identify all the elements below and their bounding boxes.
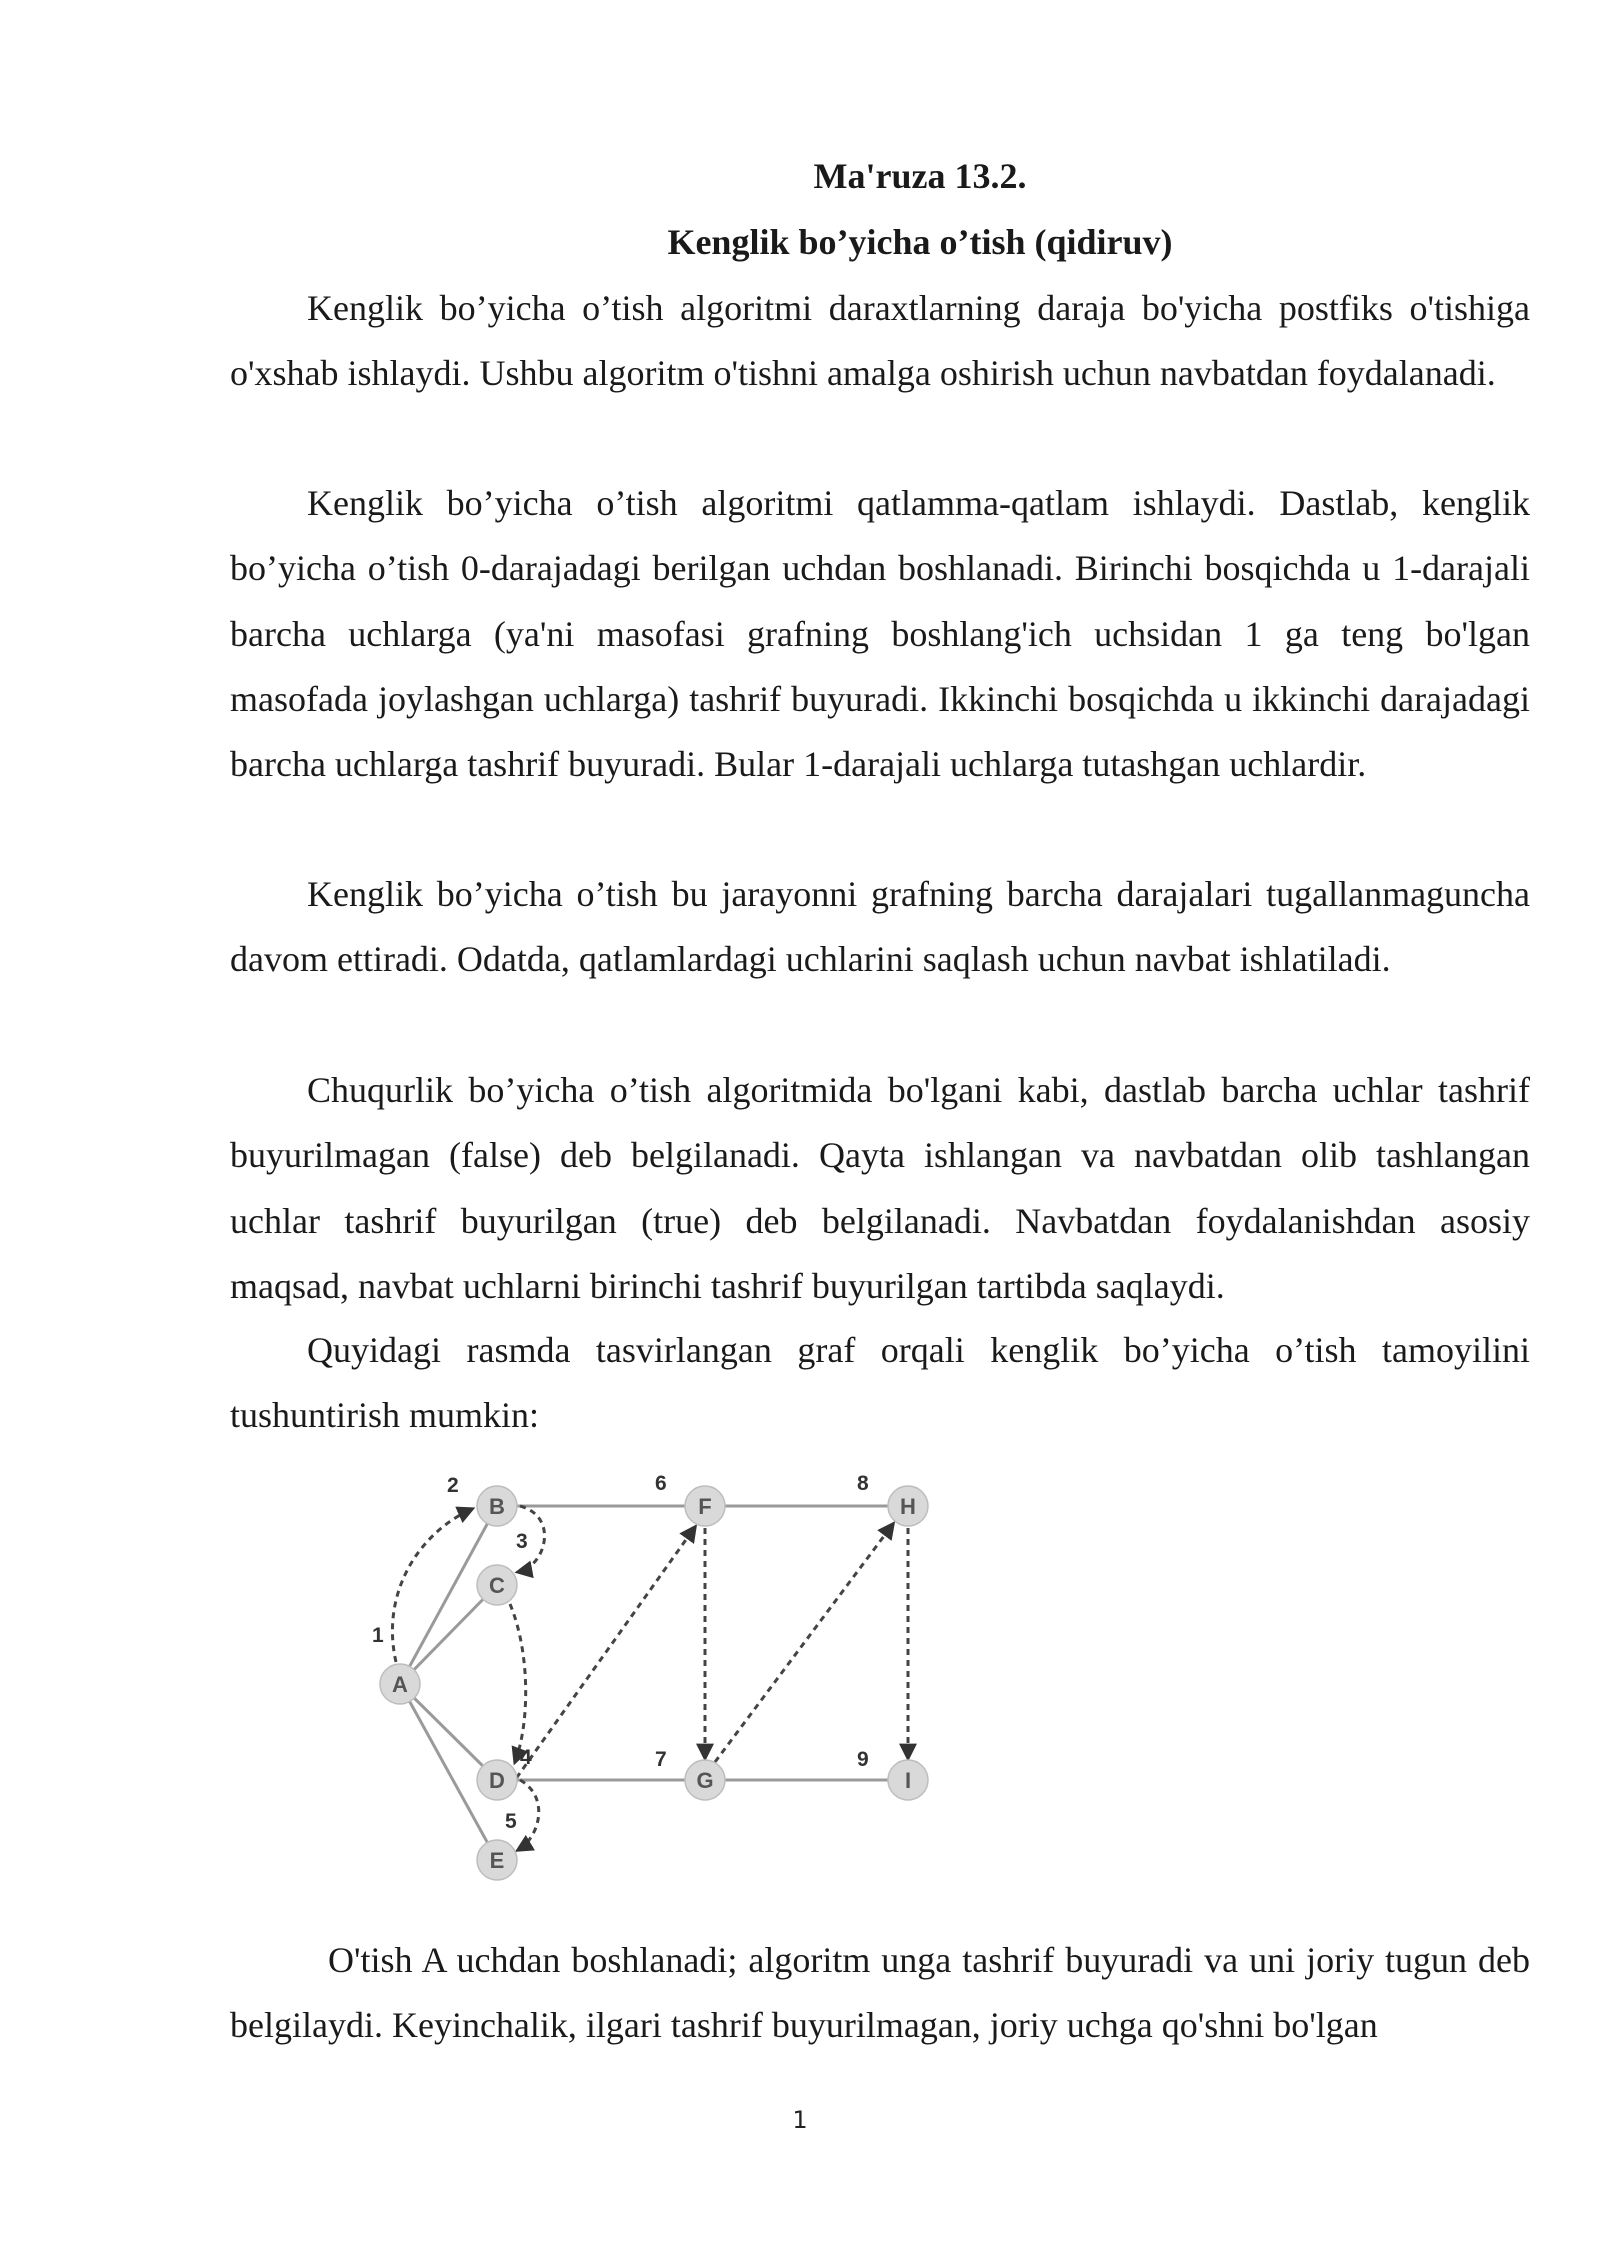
node-b-label: B bbox=[489, 1494, 505, 1519]
lecture-subtitle: Kenglik bo’yicha o’tish (qidiruv) bbox=[667, 222, 1173, 262]
lecture-title: Ma'ruza 13.2. bbox=[813, 156, 1027, 196]
step-label-4: 4 bbox=[520, 1746, 532, 1769]
paragraph-5: Quyidagi rasmda tasvirlangan graf orqali kenglik bo’yicha o’tish tamoyilini tushuntirish mumkin: bbox=[230, 1330, 1530, 1436]
paragraph-1: Kenglik bo’yicha o’tish algoritmi daraxtlarning daraja bo'yicha postfiks o'tishiga o'xshab ishlaydi. Ushbu algoritm o'tishni amalga oshirish uchun navbatdan foydalanadi. bbox=[230, 288, 1530, 394]
node-c bbox=[477, 1565, 517, 1605]
node-e bbox=[477, 1840, 517, 1880]
node-g bbox=[685, 1760, 725, 1800]
node-a bbox=[380, 1664, 420, 1704]
node-d-label: D bbox=[489, 1768, 505, 1793]
edge-a-c bbox=[400, 1585, 497, 1684]
node-i bbox=[888, 1760, 928, 1800]
node-a-label: A bbox=[392, 1672, 408, 1697]
node-f-label: F bbox=[698, 1494, 712, 1519]
page-number: 1 bbox=[792, 2106, 808, 2134]
node-i-label: I bbox=[904, 1768, 912, 1793]
paragraph-2: Kenglik bo’yicha o’tish algoritmi qatlamma-qatlam ishlaydi. Dastlab, kenglik bo’yicha o’tish 0-darajadagi berilgan uchdan boshlanadi. Birinchi bosqichda u 1-darajali barcha uchlarga (ya'ni masofasi grafning boshlang'ich uchsidan 1 ga teng bo'lgan masofada joylashgan uchlarga) tashrif buyuradi. Ikkinchi bosqichda u ikkinchi darajadagi barcha uchlarga tashrif buyuradi. Bular 1-darajali uchlarga tutashgan uchlardir. bbox=[230, 483, 1530, 785]
bfs-graph-figure bbox=[360, 1462, 950, 1902]
node-b bbox=[477, 1486, 517, 1526]
paragraph-3: Kenglik bo’yicha o’tish bu jarayonni grafning barcha darajalari tugallanmaguncha davom ettiradi. Odatda, qatlamlardagi uchlarini saqlash uchun navbat ishlatiladi. bbox=[230, 874, 1530, 980]
traversal-arrow-8 bbox=[715, 1524, 893, 1762]
step-label-2: 2 bbox=[447, 1474, 459, 1497]
node-f bbox=[685, 1486, 725, 1526]
step-label-3: 3 bbox=[516, 1530, 528, 1553]
step-label-9: 9 bbox=[857, 1748, 869, 1771]
step-label-5: 5 bbox=[505, 1810, 517, 1833]
node-e-label: E bbox=[489, 1848, 505, 1873]
node-g-label: G bbox=[696, 1768, 714, 1793]
paragraph-4: Chuqurlik bo’yicha o’tish algoritmida bo'lgani kabi, dastlab barcha uchlar tashrif buyurilmagan (false) deb belgilanadi. Qayta ishlangan va navbatdan olib tashlangan uchlar tashrif buyurilgan (true) deb belgilanadi. Navbatdan foydalanishdan asosiy maqsad, navbat uchlarni birinchi tashrif buyurilgan tartibda saqlaydi. bbox=[230, 1070, 1530, 1306]
step-label-1: 1 bbox=[372, 1624, 384, 1647]
traversal-arrow-4 bbox=[510, 1604, 526, 1762]
traversal-arrow-5 bbox=[518, 1780, 539, 1850]
step-label-6: 6 bbox=[655, 1472, 667, 1495]
graph-edges bbox=[400, 1506, 908, 1860]
node-h bbox=[888, 1486, 928, 1526]
node-h-label: H bbox=[900, 1494, 916, 1519]
node-d bbox=[477, 1760, 517, 1800]
step-label-7: 7 bbox=[655, 1748, 667, 1771]
step-label-8: 8 bbox=[857, 1472, 869, 1495]
node-c-label: C bbox=[489, 1573, 505, 1598]
paragraph-6: O'tish A uchdan boshlanadi; algoritm unga tashrif buyuradi va uni joriy tugun deb belgilaydi. Keyinchalik, ilgari tashrif buyurilmagan, joriy uchga qo'shni bo'lgan bbox=[230, 1940, 1530, 2046]
traversal-arrow-6 bbox=[510, 1527, 695, 1787]
traversal-arrow-1 bbox=[392, 1509, 472, 1662]
